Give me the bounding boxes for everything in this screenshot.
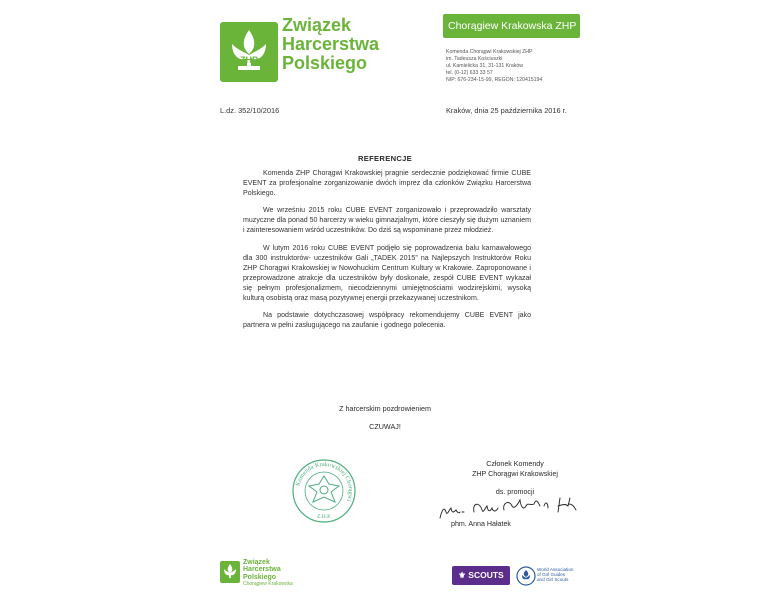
paragraph: Na podstawie dotychczasowej współpracy rekomendujemy CUBE EVENT jako partnera w pełni zasługującego na zaufanie i godnego polecenia. bbox=[243, 312, 531, 330]
handwritten-signature bbox=[438, 490, 590, 522]
footer-zhp-logo bbox=[220, 559, 320, 591]
reference-number: L.dz. 352/10/2016 bbox=[220, 106, 280, 115]
logo-title bbox=[282, 16, 379, 73]
fleur-de-lis-icon bbox=[220, 22, 278, 82]
trefoil-globe-icon bbox=[516, 566, 536, 586]
address-line: tel. (0-12) 633 33 57 bbox=[446, 70, 493, 77]
letter-date: Kraków, dnia 25 października 2016 r. bbox=[446, 106, 567, 115]
letter-title: REFERENCJE bbox=[357, 154, 413, 163]
fleur-de-lis-icon bbox=[220, 561, 240, 583]
logo-line: Harcerstwa bbox=[282, 34, 380, 54]
scouts-label: SCOUTS bbox=[468, 570, 504, 580]
logo-line: Harcerstwa bbox=[243, 566, 281, 574]
address-line: NIP: 676-234-15-99, REGON: 120415194 bbox=[446, 77, 543, 84]
signer-role: Członek Komendy bbox=[486, 460, 544, 468]
logo-line: Polskiego bbox=[243, 573, 277, 581]
zhp-logo bbox=[220, 16, 400, 84]
salute: CZUWAJ! bbox=[369, 422, 401, 431]
paragraph: W lutym 2016 roku CUBE EVENT podjęło się poprowadzenia balu karnawałowego dla 300 instruktorów- uczestników Gali „TADEK 2015” na Najlepszych Instruktorów Roku ZHP Chorągwi Krakowskiej w Nowohuckim Centrum Kultury w Krakowie. Zaproponowane i przeprowadzone atrakcje dla uczestników były doskonałe, zespół CUBE EVENT wykazał się pełnym profesjonalizmem, niecodziennymi umiejętnościami wodzirejskimi, wysoką kulturą osobistą oraz masą pozytywnej energii przekazywanej uczestnikom. bbox=[243, 244, 531, 303]
stamp-bottom-text: Z.H.P. bbox=[317, 514, 331, 520]
wagggs-line: World Association bbox=[537, 567, 574, 572]
wagggs-line: and Girl Scouts bbox=[537, 577, 569, 583]
scouts-logo bbox=[452, 566, 510, 585]
wagggs-text bbox=[537, 567, 573, 583]
footer-logo-title bbox=[243, 559, 281, 581]
stamp-icon bbox=[291, 458, 357, 524]
address-line: ul. Kamielicka 31, 31-131 Kraków bbox=[446, 63, 523, 70]
wagggs-line: of Girl Guides bbox=[537, 572, 566, 578]
signer-function: ds. promocji bbox=[495, 488, 535, 496]
svg-text:ZHP: ZHP bbox=[240, 55, 258, 65]
wagggs-logo bbox=[516, 566, 582, 586]
signer-unit: ZHP Chorągwi Krakowskiej bbox=[472, 470, 558, 478]
logo-line: Polskiego bbox=[282, 53, 368, 73]
signer-name: phm. Anna Hałatek bbox=[451, 520, 511, 528]
stamp-ring-text: Komenda Krakowskiej Chorągwi bbox=[294, 460, 355, 503]
address-line: im. Tadeusza Kościuszki bbox=[446, 56, 503, 63]
closing-greeting: Z harcerskim pozdrowieniem bbox=[339, 404, 431, 413]
scouts-emblem-icon: ⚜ bbox=[458, 570, 466, 580]
banner-chorągiew: Chorągiew Krakowska ZHP bbox=[443, 14, 580, 38]
address-line: Komenda Chorągwi Krakowskiej ZHP bbox=[446, 49, 533, 55]
paragraph: Komenda ZHP Chorągwi Krakowskiej pragnie serdecznie podziękować firmie CUBE EVENT za profesjonalne zorganizowanie dwóch imprez dla członków Związku Harcerstwa Polskiego. bbox=[243, 170, 531, 198]
address-block bbox=[446, 49, 542, 84]
logo-line: Związek bbox=[282, 15, 352, 35]
footer-logo-subtitle: Chorągiew Krakowska bbox=[243, 581, 293, 587]
paragraph: We wrześniu 2015 roku CUBE EVENT zorganizowało i przeprowadziło warsztaty muzyczne dla ponad 50 harcerzy w wieku gimnazjalnym, które cieszyły się dużym uznaniem i zainteresowaniem wśród uczestników. Do dziś są wspominane przez młodzież. bbox=[243, 207, 531, 235]
official-stamp bbox=[291, 458, 357, 524]
logo-line: Związek bbox=[243, 559, 270, 566]
letter-body bbox=[243, 169, 531, 338]
